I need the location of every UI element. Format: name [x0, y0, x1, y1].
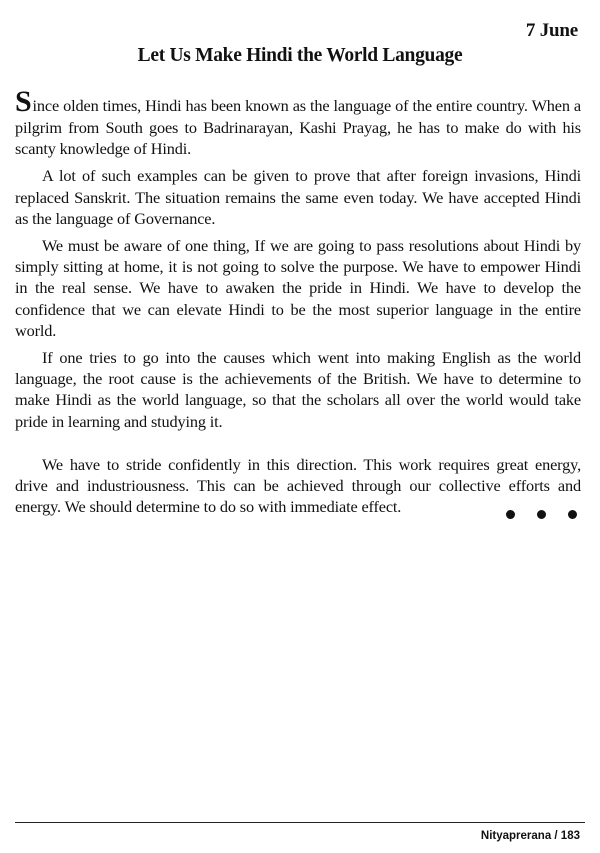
date-heading: 7 June — [525, 20, 578, 41]
paragraph-1 — [15, 87, 581, 159]
end-of-article-bullets — [506, 510, 577, 519]
page-title: Let Us Make Hindi the World Language — [137, 45, 463, 66]
bullet-dot-icon — [568, 510, 577, 519]
paragraph-5: We have to stride confidently in this direction. This work requires great energy, drive and industriousness. This can be achieved through our collective efforts and energy. We should determine to do so with immediate effect. — [15, 454, 581, 517]
bullet-dot-icon — [537, 510, 546, 519]
page-footer: Nityaprerana / 183 — [480, 830, 580, 842]
paragraph-3: We must be aware of one thing, If we are going to pass resolutions about Hindi by simply sitting at home, it is not going to solve the purpose. We have to empower Hindi in the real sense. We have to awaken the pride in Hindi. We have to develop the confidence that we can elevate Hindi to be the most superior language in the entire world. — [15, 236, 581, 340]
article-body — [15, 87, 581, 523]
paragraph-2: A lot of such examples can be given to prove that after foreign invasions, Hindi replaced Sanskrit. The situation remains the same even today. We have accepted Hindi as the language of Governance. — [15, 166, 581, 228]
bullet-dot-icon — [506, 510, 515, 519]
footer-rule — [15, 822, 585, 823]
drop-cap: S — [15, 85, 32, 118]
paragraph-4: If one tries to go into the causes which went into making English as the world language, the root cause is the achievements of the British. We have to determine to make Hindi as the world language, so that the scholars all over the world would take pride in learning and studying it. — [15, 348, 581, 431]
paragraph-1-text: ince olden times, Hindi has been known as the language of the entire country. When a pilgrim from South goes to Badrinarayan, Kashi Prayag, he has to make do with his scanty knowledge of Hindi. — [15, 96, 581, 159]
